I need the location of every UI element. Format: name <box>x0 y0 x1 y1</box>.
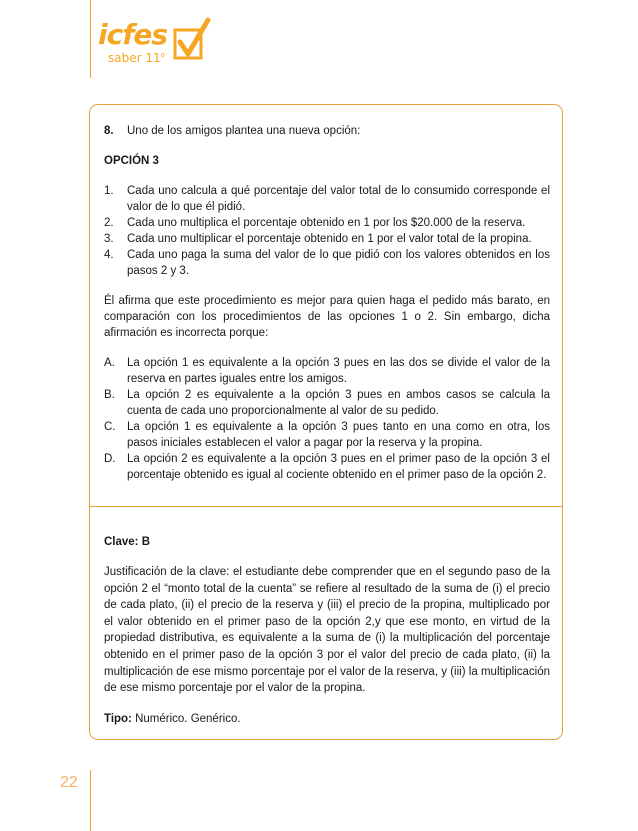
icfes-logo <box>98 14 218 76</box>
answer-key-label: Clave: B <box>104 536 151 548</box>
step-item: 3. Cada uno multiplicar el porcentaje obtenido en 1 por el valor total de la propina. <box>104 233 532 245</box>
question-number: 8. <box>104 125 114 137</box>
step-item: 1. Cada uno calcula a qué porcentaje del valor total de lo consumido corresponde el valor de lo que él pidió. <box>104 185 550 213</box>
question-intro: Uno de los amigos plantea una nueva opción: <box>127 125 361 137</box>
answer-option-d[interactable]: D. La opción 2 es equivalente a la opción 3 pues en el primer paso de la opción 3 el porcentaje obtenido es igual al cociente obtenido en el primer paso de la opción 2. <box>104 453 550 481</box>
card-divider <box>89 506 563 507</box>
logo-subtitle: saber 11$^o$ <box>108 51 165 65</box>
question-statement: Él afirma que este procedimiento es mejor para quien haga el pedido más barato, en comparación con los procedimientos de las opciones 1 o 2. Sin embargo, dicha afirmación es incorrecta porque: <box>104 295 550 339</box>
answer-type <box>104 711 550 727</box>
margin-rule-top <box>90 0 91 78</box>
logo-wordmark: icfes <box>98 18 168 51</box>
check-mark-icon <box>172 16 212 64</box>
answer-option-c[interactable]: C. La opción 1 es equivalente a la opción 3 pues tanto en una como en otra, los pasos iniciales establecen el valor a pagar por la reserva y la propina. <box>104 421 550 449</box>
steps-list <box>104 183 550 279</box>
answer-key-section <box>104 534 550 727</box>
step-item: 2. Cada uno multiplica el porcentaje obtenido en 1 por los $20.000 de la reserva. <box>104 217 526 229</box>
answer-option-b[interactable]: B. La opción 2 es equivalente a la opción 3 pues en ambos casos se calcula la cuenta de cada uno proporcionalmente al valor de su pedido. <box>104 389 550 417</box>
type-value: Numérico. Genérico. <box>131 712 241 725</box>
step-item: 4. Cada uno paga la suma del valor de lo que pidió con los valores obtenidos en los pasos 2 y 3. <box>104 249 550 277</box>
margin-rule-bottom <box>90 770 91 831</box>
option-title: OPCIÓN 3 <box>104 155 159 167</box>
answer-options <box>104 355 550 483</box>
answer-justification: Justificación de la clave: el estudiante debe comprender que en el segundo paso de la opción 2 el “monto total de la cuenta” se refiere al resultado de la suma de (i) el precio de cada plato, (ii) el precio de la reserva y (iii) el precio de la propina, multiplicado por el valor obtenido en el primer paso de la opción 2,y que ese monto, en virtud de la propiedad distributiva, es equivalente a la suma de (i) la multiplicación del porcentaje obtenido en el primer paso de la opción 3 por el valor del precio de cada plato, (ii) la multiplicación de ese mismo porcentaje por el valor de la reserva, y (iii) la multiplicación de ese mismo porcentaje por el valor de la propina. <box>104 566 550 695</box>
answer-option-a[interactable]: A. La opción 1 es equivalente a la opción 3 pues en las dos se divide el valor de la reserva en partes iguales entre los amigos. <box>104 357 550 385</box>
page-number: 22 <box>60 774 78 791</box>
question-header <box>104 123 550 139</box>
type-label: Tipo: <box>104 712 132 725</box>
question-section <box>104 123 550 483</box>
